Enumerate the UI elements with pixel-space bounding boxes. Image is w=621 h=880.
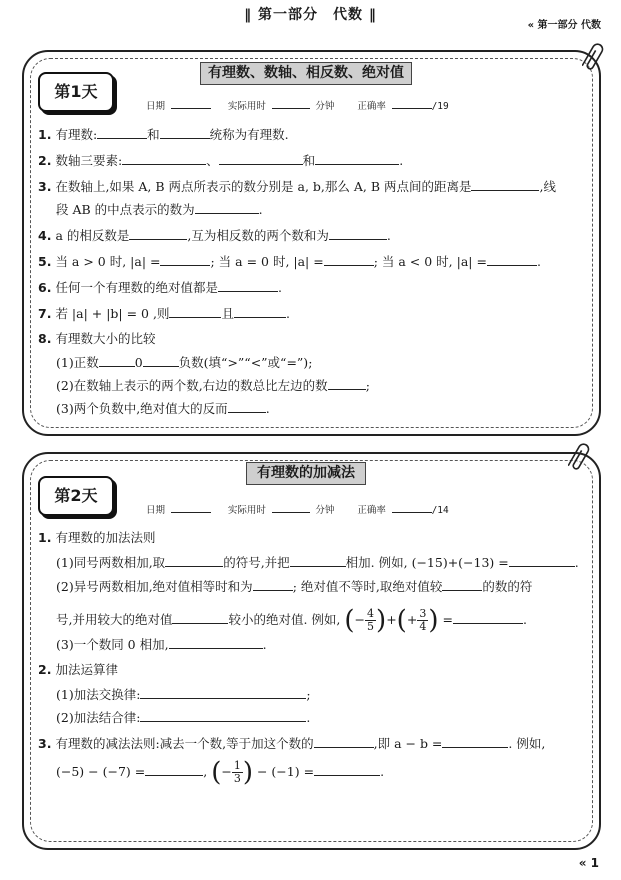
date-blank[interactable] [171, 96, 211, 109]
q-text: ; 绝对值不等时,取绝对值较 [292, 579, 443, 594]
q-text: (2)异号两数相加,绝对值相等时和为 [56, 579, 253, 594]
day2-meta [146, 500, 449, 516]
q-text: ; 当 a < 0 时, |a| = [373, 254, 487, 269]
q-text: ; 当 a = 0 时, |a| = [210, 254, 324, 269]
denominator: 3 [233, 772, 241, 785]
day2-q2 [38, 662, 118, 678]
q-text: 统称为有理数. [209, 127, 289, 142]
q-text: 和 [302, 153, 316, 168]
day2-q3-examples [56, 752, 384, 792]
q-text: (1)正数 [56, 355, 99, 370]
q-text: (2)在数轴上表示的两个数,右边的数总比左边的数 [56, 378, 328, 393]
day1-q3 [38, 178, 556, 195]
q-text: a 的相反数是 [55, 228, 130, 243]
answer-blank[interactable] [160, 126, 210, 139]
q-text: 且 [221, 306, 234, 321]
operator: = [442, 612, 453, 627]
answer-blank[interactable] [140, 686, 306, 699]
answer-blank[interactable] [442, 735, 508, 748]
day1-q8 [38, 331, 155, 347]
question-number: 1. [38, 127, 52, 142]
answer-blank[interactable] [195, 201, 259, 214]
minutes-label: 分钟 [315, 101, 335, 112]
part-title: ‖ 第一部分 代数 ‖ [244, 7, 377, 23]
time-label: 实际用时 [227, 101, 266, 112]
paren: ) [242, 757, 253, 788]
paren: ( [344, 605, 355, 636]
day2-q2-s2 [56, 709, 310, 726]
question-number: 8. [38, 331, 52, 346]
accuracy-label: 正确率 [357, 505, 386, 516]
sign: − [354, 612, 366, 627]
q-text: 有理数的加法法则 [55, 530, 156, 545]
minutes-label: 分钟 [315, 505, 335, 516]
q-text: . [522, 612, 527, 627]
answer-blank[interactable] [234, 305, 286, 318]
question-number: 2. [38, 662, 52, 677]
q-text: ; [306, 687, 311, 702]
day2-total: /14 [431, 505, 449, 516]
q-text: (2)加法结合律: [56, 710, 141, 725]
question-number: 2. [38, 153, 52, 168]
answer-blank[interactable] [315, 152, 399, 165]
answer-blank[interactable] [314, 763, 380, 776]
q-text: ,互为相反数的两个数和为 [187, 228, 329, 243]
q-text: 若 |a| + |b| = 0 ,则 [55, 306, 170, 321]
answer-blank[interactable] [97, 126, 147, 139]
day2-q1-s3 [56, 636, 267, 653]
denominator: 5 [367, 620, 375, 633]
answer-blank[interactable] [169, 636, 263, 649]
q-text: . [380, 764, 385, 779]
numerator: 3 [419, 607, 427, 620]
answer-blank[interactable] [99, 354, 135, 367]
q-text: ,线 [539, 179, 556, 194]
answer-blank[interactable] [172, 611, 228, 624]
q-text: 加法运算律 [55, 662, 118, 677]
answer-blank[interactable] [328, 377, 366, 390]
day2-q1-s2-cont [56, 600, 527, 640]
q-text: (1)同号两数相加,取 [56, 555, 166, 570]
q-text: ,即 a − b = [373, 736, 443, 751]
question-number: 3. [38, 179, 52, 194]
time-label: 实际用时 [227, 505, 266, 516]
q-text: 任何一个有理数的绝对值都是 [55, 280, 218, 295]
day1-q7 [38, 305, 290, 322]
numerator: 4 [367, 607, 375, 620]
answer-blank[interactable] [290, 554, 346, 567]
day1-badge: 第1天 [38, 72, 114, 112]
paperclip-icon [582, 40, 604, 74]
q-text: . 例如, [508, 736, 546, 751]
day2-q1-s2 [56, 578, 532, 595]
time-blank[interactable] [272, 96, 310, 109]
page-number: « 1 [578, 856, 599, 870]
sign: + [406, 612, 418, 627]
answer-blank[interactable] [169, 305, 221, 318]
answer-blank[interactable] [442, 578, 482, 591]
q-text: . [536, 254, 541, 269]
sign: − [221, 764, 232, 779]
q-text: , [203, 764, 208, 779]
question-number: 5. [38, 254, 52, 269]
q-text: (3)两个负数中,绝对值大的反而 [56, 401, 228, 416]
q-text: . [386, 228, 391, 243]
running-header: « 第一部分 代数 [527, 20, 601, 31]
q-text: . [265, 401, 270, 416]
q-text: 0 [134, 355, 143, 370]
date-label: 日期 [146, 505, 166, 516]
day1-q5 [38, 253, 541, 270]
answer-blank[interactable] [160, 253, 210, 266]
q-text: 较小的绝对值. 例如, [228, 612, 341, 627]
q-text: 段 AB 的中点表示的数为 [56, 202, 195, 217]
q-text: . [285, 306, 290, 321]
q-text: 负数(填“>”“<”或“=”); [178, 355, 313, 370]
answer-blank[interactable] [329, 227, 387, 240]
day1-q8-s1 [56, 354, 312, 371]
accuracy-label: 正确率 [357, 101, 386, 112]
day2-badge: 第2天 [38, 476, 114, 516]
q-text: . [399, 153, 404, 168]
q-text: 在数轴上,如果 A, B 两点所表示的数分别是 a, b,那么 A, B 两点间的距离是 [55, 179, 472, 194]
answer-blank[interactable] [509, 554, 575, 567]
numerator: 1 [233, 759, 241, 772]
day2-q1 [38, 530, 155, 546]
question-number: 4. [38, 228, 52, 243]
answer-blank[interactable] [314, 735, 374, 748]
denominator: 4 [419, 620, 427, 633]
day2-q2-s1 [56, 686, 311, 703]
q-text: (3)一个数同 0 相加, [56, 637, 169, 652]
day2-q3 [38, 735, 545, 752]
answer-blank[interactable] [122, 152, 206, 165]
answer-blank[interactable] [129, 227, 187, 240]
q-text: 的符号,并把 [223, 555, 290, 570]
date-blank[interactable] [171, 500, 211, 513]
q-text: 当 a > 0 时, |a| = [55, 254, 161, 269]
answer-blank[interactable] [253, 578, 293, 591]
paren: ) [428, 605, 439, 636]
fraction [365, 608, 376, 633]
question-number: 1. [38, 530, 52, 545]
q-text: 有理数的减法法则:减去一个数,等于加这个数的 [55, 736, 314, 751]
q-text: . [258, 202, 263, 217]
q-text: . [574, 555, 579, 570]
q-text: 、 [206, 153, 219, 168]
answer-blank[interactable] [228, 400, 266, 413]
paperclip-icon [568, 440, 590, 474]
accuracy-blank[interactable] [392, 96, 432, 109]
time-blank[interactable] [272, 500, 310, 513]
operator: + [386, 612, 397, 627]
q-text: 数轴三要素: [55, 153, 123, 168]
q-text: . [306, 710, 311, 725]
fraction [417, 608, 428, 633]
paren: ( [211, 757, 222, 788]
q-text: (−5) − (−7) = [56, 764, 146, 779]
q-text: (1)加法交换律: [56, 687, 141, 702]
answer-blank[interactable] [145, 763, 203, 776]
answer-blank[interactable] [140, 709, 306, 722]
accuracy-blank[interactable] [392, 500, 432, 513]
paren: ( [396, 605, 407, 636]
q-text: 相加. 例如, (−15)+(−13) = [345, 555, 509, 570]
q-text: . [277, 280, 282, 295]
answer-blank[interactable] [453, 611, 523, 624]
day1-q6 [38, 279, 282, 296]
answer-blank[interactable] [324, 253, 374, 266]
q-text: 有理数大小的比较 [55, 331, 156, 346]
q-text: 号,并用较大的绝对值 [56, 612, 173, 627]
day1-q8-s2 [56, 377, 370, 394]
answer-blank[interactable] [471, 178, 539, 191]
day1-q2 [38, 152, 403, 169]
day2-q1-s1 [56, 554, 579, 571]
answer-blank[interactable] [487, 253, 537, 266]
question-number: 3. [38, 736, 52, 751]
answer-blank[interactable] [143, 354, 179, 367]
paren: ) [376, 605, 387, 636]
day1-meta [146, 96, 449, 112]
day1-q4 [38, 227, 391, 244]
q-text: 的数的符 [482, 579, 533, 594]
q-text: ; [365, 378, 370, 393]
day1-topic-banner: 有理数、数轴、相反数、绝对值 [200, 62, 412, 85]
day2-topic-banner: 有理数的加减法 [246, 462, 366, 485]
question-number: 7. [38, 306, 52, 321]
date-label: 日期 [146, 101, 166, 112]
q-text: − (−1) = [256, 764, 315, 779]
answer-blank[interactable] [218, 279, 278, 292]
fraction [232, 760, 243, 785]
q-text: 有理数: [55, 127, 98, 142]
answer-blank[interactable] [165, 554, 223, 567]
day1-q1 [38, 126, 289, 143]
answer-blank[interactable] [219, 152, 303, 165]
day1-q8-s3 [56, 400, 270, 417]
q-text: 和 [147, 127, 160, 142]
day1-total: /19 [431, 101, 449, 112]
q-text: . [262, 637, 267, 652]
day1-q3-cont [56, 201, 263, 218]
question-number: 6. [38, 280, 52, 295]
